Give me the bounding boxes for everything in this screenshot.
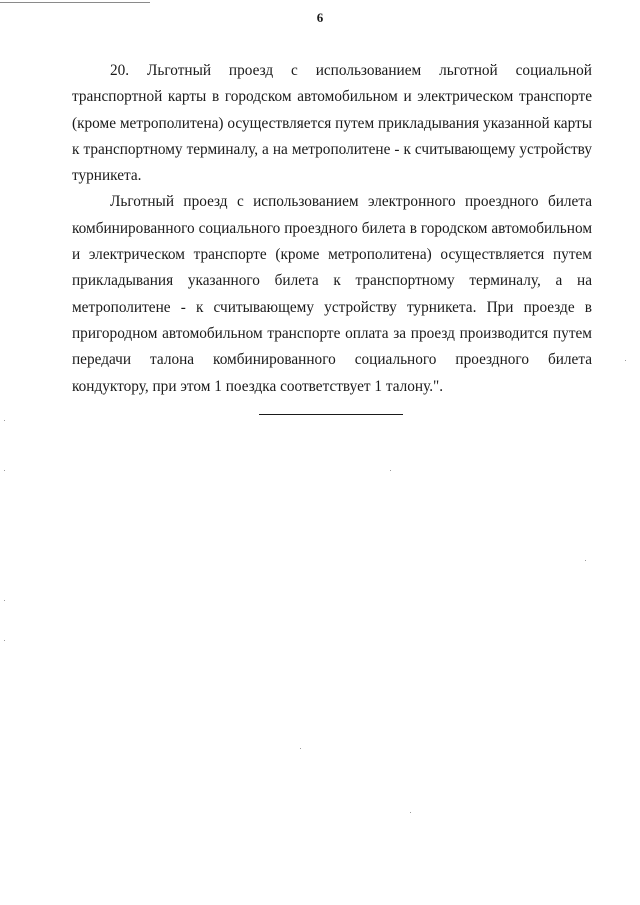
scan-speck — [4, 420, 5, 421]
scan-speck — [300, 748, 301, 749]
scan-speck — [585, 560, 586, 561]
scan-speck — [410, 812, 411, 813]
paragraph-item-20: 20. Льготный проезд с использованием льготной социальной транспортной карты в городском автомобильном и электрическом транспорте (кроме метрополитена) осуществляется путем прикладывания указанной карты к транспортному терминалу, а на метрополитене - к считывающему устройству турникета. — [72, 62, 592, 185]
scan-speck — [625, 360, 626, 361]
scan-edge-line — [0, 2, 150, 3]
scan-speck — [390, 470, 391, 471]
end-of-text-rule — [259, 414, 403, 415]
paragraph-electronic-ticket: Льготный проезд с использованием электронного проездного билета комбинированного социального проездного билета в городском автомобильном и электрическом транспорте (кроме метрополитена) осуществляется путем прикладывания указанного билета к транспортному терминалу, а на метрополитене - к считывающему устройству турникета. При проезде в пригородном автомобильном транспорте оплата за проезд производится путем передачи талона комбинированного социального проездного билета кондуктору, при этом 1 поездка соответствует 1 талону.". — [72, 193, 592, 395]
document-body — [72, 58, 592, 400]
scan-speck — [4, 600, 5, 601]
scan-speck — [4, 640, 5, 641]
scan-speck — [4, 470, 5, 471]
page-number: 6 — [316, 10, 324, 25]
